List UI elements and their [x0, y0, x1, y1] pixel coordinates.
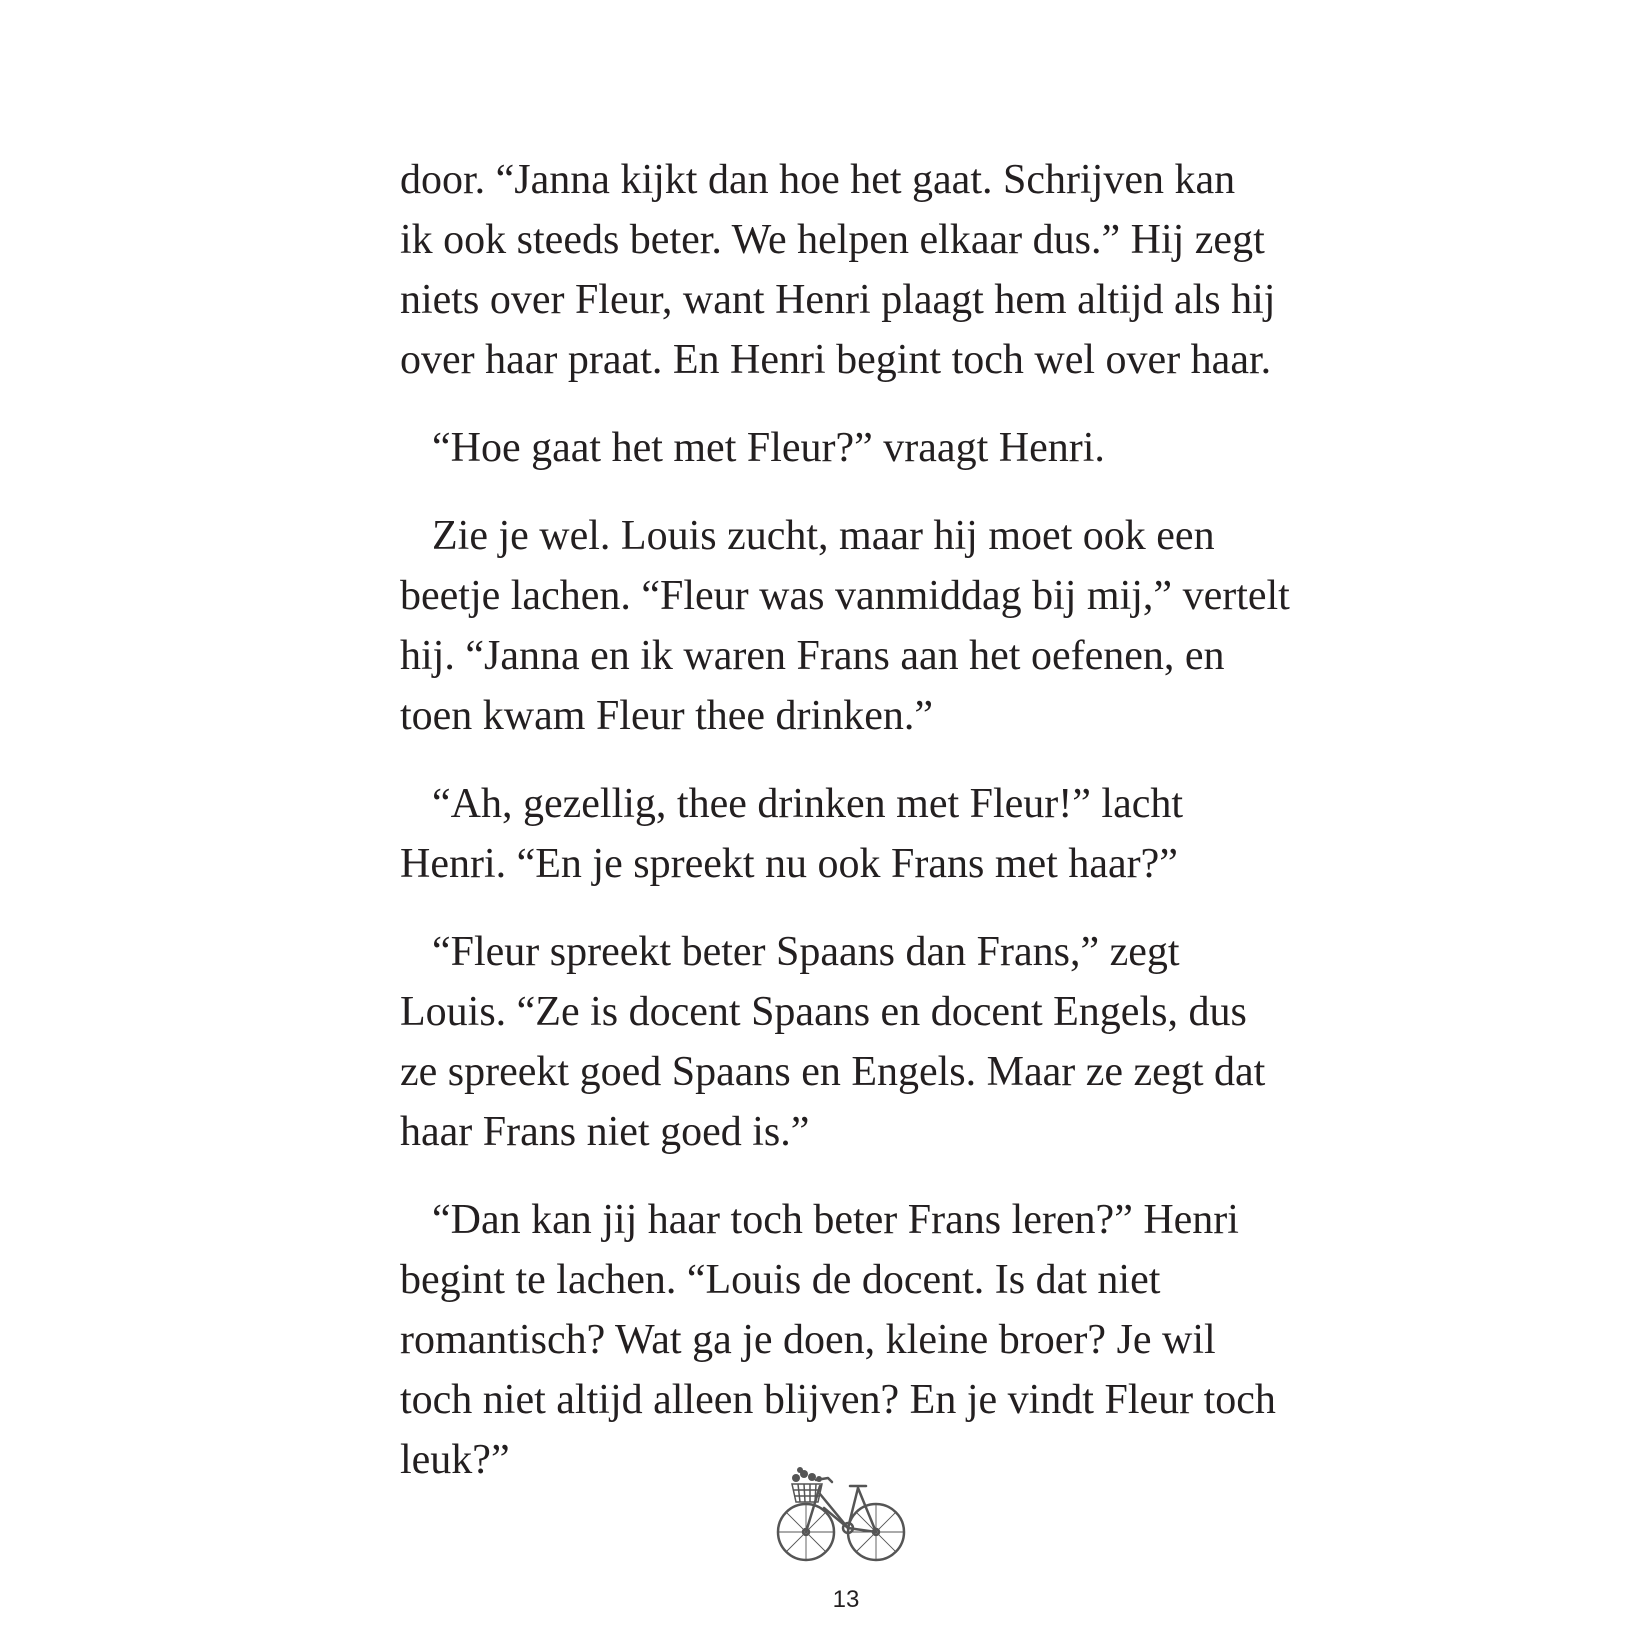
- text-line: beetje lachen. “Fleur was vanmiddag bij mij,” vertelt: [400, 573, 1290, 619]
- text-line: “Ah, gezellig, thee drinken met Fleur!” lacht: [432, 781, 1184, 827]
- body-text: [400, 150, 1320, 1518]
- paragraph: [400, 774, 1320, 894]
- text-line: hij. “Janna en ik waren Frans aan het oefenen, en: [400, 633, 1225, 679]
- paragraph: [400, 1190, 1320, 1490]
- text-line: romantisch? Wat ga je doen, kleine broer? Je wil: [400, 1317, 1216, 1363]
- text-line: “Fleur spreekt beter Spaans dan Frans,” zegt: [432, 929, 1180, 975]
- page-number: 13: [832, 1586, 860, 1613]
- paragraph: [400, 922, 1320, 1162]
- text-line: over haar praat. En Henri begint toch wel over haar.: [400, 337, 1272, 383]
- paragraph: [400, 506, 1320, 746]
- paragraph: [400, 418, 1320, 478]
- text-line: ik ook steeds beter. We helpen elkaar dus.” Hij zegt: [400, 217, 1265, 263]
- text-line: Zie je wel. Louis zucht, maar hij moet ook een: [432, 513, 1215, 559]
- text-line: “Hoe gaat het met Fleur?” vraagt Henri.: [432, 425, 1105, 471]
- bicycle-icon: [776, 1464, 912, 1564]
- text-line: toch niet altijd alleen blijven? En je vindt Fleur toch: [400, 1377, 1276, 1423]
- paragraph: [400, 150, 1320, 390]
- text-line: leuk?”: [400, 1437, 510, 1483]
- text-line: niets over Fleur, want Henri plaagt hem altijd als hij: [400, 277, 1276, 323]
- text-line: ze spreekt goed Spaans en Engels. Maar ze zegt dat: [400, 1049, 1266, 1095]
- text-line: begint te lachen. “Louis de docent. Is dat niet: [400, 1257, 1161, 1303]
- text-line: haar Frans niet goed is.”: [400, 1109, 810, 1155]
- text-line: Henri. “En je spreekt nu ook Frans met haar?”: [400, 841, 1178, 887]
- text-line: door. “Janna kijkt dan hoe het gaat. Schrijven kan: [400, 157, 1236, 203]
- text-line: toen kwam Fleur thee drinken.”: [400, 693, 933, 739]
- text-line: “Dan kan jij haar toch beter Frans leren?” Henri: [432, 1197, 1239, 1243]
- text-line: Louis. “Ze is docent Spaans en docent Engels, dus: [400, 989, 1247, 1035]
